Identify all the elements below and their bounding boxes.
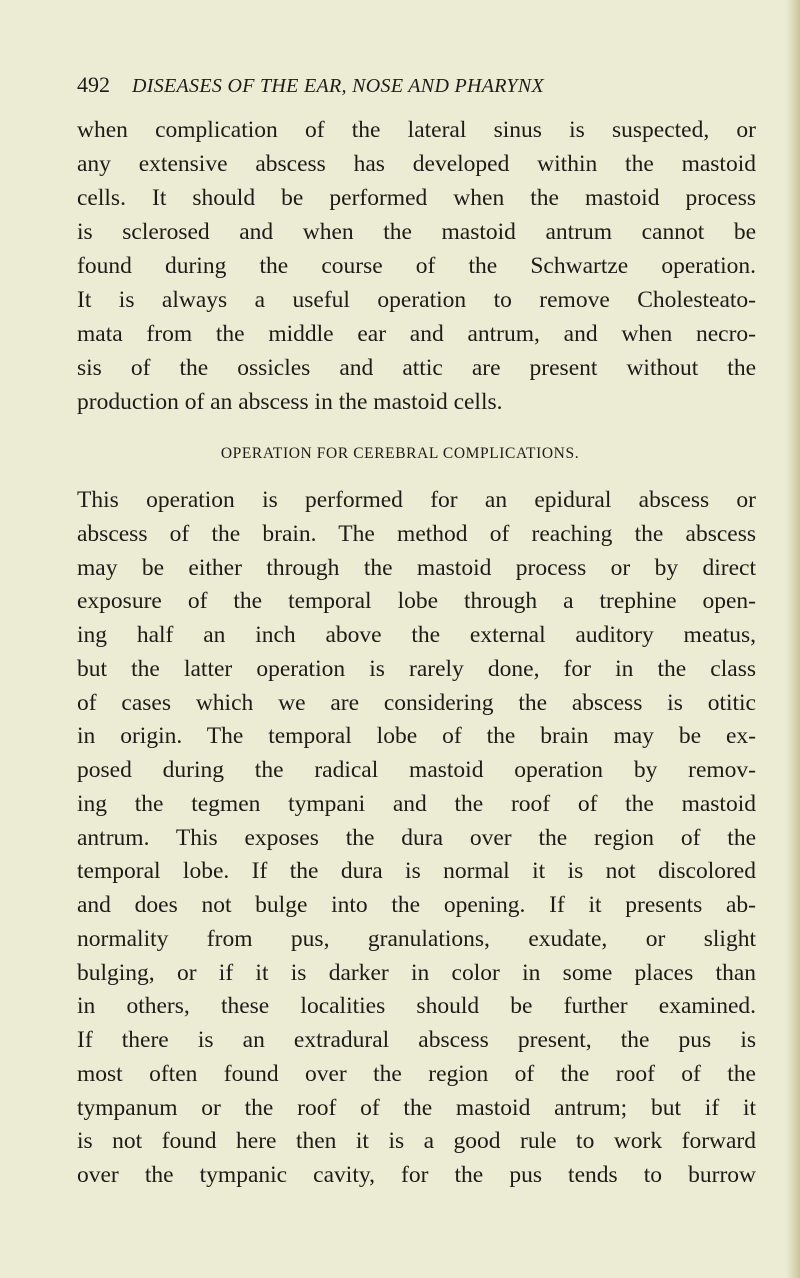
text-line: If there is an extradural abscess present, the pus is	[77, 1027, 756, 1053]
text-line: antrum. This exposes the dura over the region of the	[77, 825, 756, 851]
text-line: mata from the middle ear and antrum, and when necro-	[77, 321, 756, 347]
text-line: production of an abscess in the mastoid cells.	[77, 389, 503, 415]
text-line: is sclerosed and when the mastoid antrum cannot be	[77, 219, 756, 245]
text-line: sis of the ossicles and attic are present without the	[77, 355, 756, 381]
text-line: posed during the radical mastoid operation by remov-	[77, 757, 756, 783]
text-line: tympanum or the roof of the mastoid antrum; but if it	[77, 1095, 756, 1121]
text-line: of cases which we are considering the abscess is otitic	[77, 690, 756, 716]
text-line: and does not bulge into the opening. If it presents ab-	[77, 892, 756, 918]
text-line: temporal lobe. If the dura is normal it is not discolored	[77, 858, 756, 884]
text-line: bulging, or if it is darker in color in some places than	[77, 960, 756, 986]
running-header	[77, 72, 757, 102]
text-line: in origin. The temporal lobe of the brain may be ex-	[77, 723, 756, 749]
text-line: but the latter operation is rarely done, for in the class	[77, 656, 756, 682]
text-line: over the tympanic cavity, for the pus tends to burrow	[77, 1162, 756, 1188]
text-line: is not found here then it is a good rule to work forward	[77, 1128, 756, 1154]
text-line: may be either through the mastoid process or by direct	[77, 555, 756, 581]
text-line: exposure of the temporal lobe through a trephine open-	[77, 588, 756, 614]
text-line: ing the tegmen tympani and the roof of the mastoid	[77, 791, 756, 817]
text-line: in others, these localities should be further examined.	[77, 993, 756, 1019]
page-number: 492	[77, 72, 110, 97]
section-heading: OPERATION FOR CEREBRAL COMPLICATIONS.	[220, 445, 580, 462]
text-line: This operation is performed for an epidural abscess or	[77, 487, 756, 513]
text-line: any extensive abscess has developed within the mastoid	[77, 151, 756, 177]
text-line: ing half an inch above the external auditory meatus,	[77, 622, 756, 648]
running-title: DISEASES OF THE EAR, NOSE AND PHARYNX	[132, 75, 544, 97]
text-line: normality from pus, granulations, exudate, or slight	[77, 926, 756, 952]
text-line: cells. It should be performed when the mastoid process	[77, 185, 756, 211]
page-edge	[786, 0, 800, 1278]
text-line: abscess of the brain. The method of reaching the abscess	[77, 521, 756, 547]
text-line: most often found over the region of the roof of the	[77, 1061, 756, 1087]
text-line: It is always a useful operation to remove Cholesteato-	[77, 287, 756, 313]
text-line: when complication of the lateral sinus is suspected, or	[77, 117, 756, 143]
text-line: found during the course of the Schwartze operation.	[77, 253, 756, 279]
